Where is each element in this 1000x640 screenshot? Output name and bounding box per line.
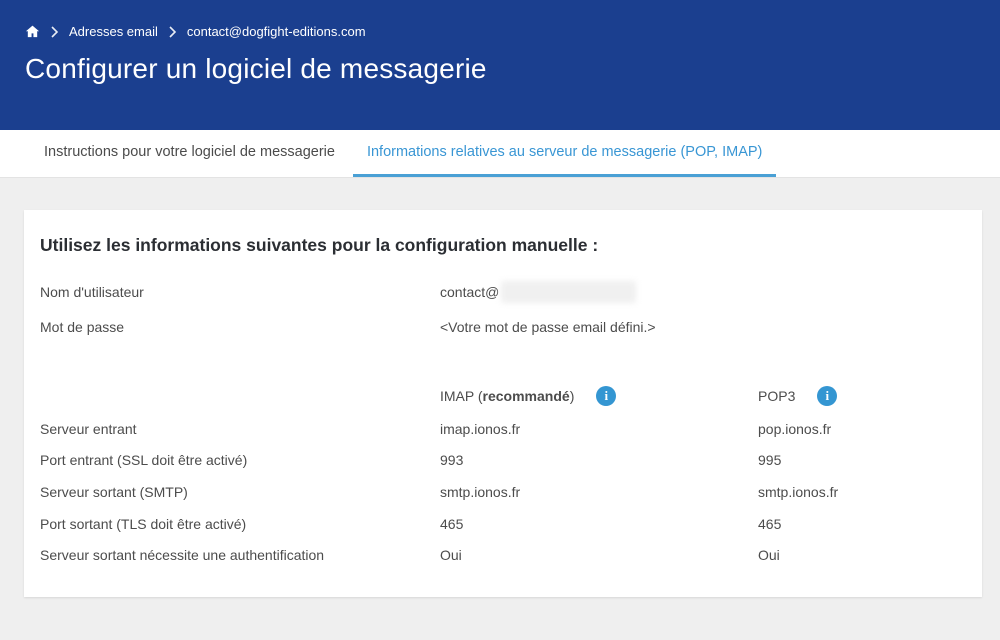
breadcrumb — [25, 24, 975, 39]
imap-value: 993 — [440, 452, 464, 469]
breadcrumb-email-address[interactable]: contact@dogfight-editions.com — [186, 24, 366, 39]
username-label: Nom d'utilisateur — [40, 283, 144, 300]
imap-column-header: IMAP ( recommandé ) i — [440, 386, 758, 406]
pop3-info-icon[interactable]: i — [817, 386, 837, 406]
breadcrumb-adresses-email[interactable]: Adresses email — [69, 24, 158, 39]
imap-value: smtp.ionos.fr — [440, 483, 521, 500]
manual-configuration-card — [24, 210, 982, 597]
pop3-value: 995 — [758, 452, 782, 469]
username-value: contact@ — [440, 281, 966, 303]
protocol-header-row — [40, 378, 966, 413]
table-row — [40, 476, 966, 508]
row-label: Port sortant (TLS doit être activé) — [40, 515, 247, 532]
imap-value: imap.ionos.fr — [440, 420, 521, 437]
row-label: Serveur entrant — [40, 420, 137, 437]
table-row — [40, 413, 966, 445]
chevron-right-icon — [168, 26, 177, 38]
redacted-email-domain — [501, 281, 636, 303]
password-value: <Votre mot de passe email défini.> — [440, 318, 656, 335]
card-heading: Utilisez les informations suivantes pour la configuration manuelle : — [40, 235, 599, 255]
table-row — [40, 445, 966, 477]
page-title: Configurer un logiciel de messagerie — [25, 53, 487, 84]
pop3-column-header: POP3 i — [758, 386, 966, 406]
page-header — [0, 0, 1000, 130]
pop3-value: smtp.ionos.fr — [758, 483, 839, 500]
tab-server-info[interactable]: Informations relatives au serveur de messagerie (POP, IMAP) — [353, 130, 776, 177]
home-icon[interactable] — [25, 24, 40, 39]
tab-instructions[interactable]: Instructions pour votre logiciel de messagerie — [44, 144, 335, 160]
table-row — [40, 539, 966, 571]
imap-info-icon[interactable]: i — [596, 386, 616, 406]
pop3-value: 465 — [758, 515, 782, 532]
table-row — [40, 508, 966, 540]
row-label: Port entrant (SSL doit être activé) — [40, 452, 248, 469]
row-label: Serveur sortant nécessite une authentification — [40, 547, 325, 564]
pop3-value: pop.ionos.fr — [758, 420, 832, 437]
pop3-value: Oui — [758, 547, 780, 564]
username-row — [40, 274, 966, 309]
imap-value: 465 — [440, 515, 464, 532]
password-row — [40, 309, 966, 344]
imap-value: Oui — [440, 547, 462, 564]
password-label: Mot de passe — [40, 318, 125, 335]
chevron-right-icon — [50, 26, 59, 38]
row-label: Serveur sortant (SMTP) — [40, 483, 188, 500]
spacer — [40, 344, 966, 378]
tab-bar — [0, 130, 1000, 178]
